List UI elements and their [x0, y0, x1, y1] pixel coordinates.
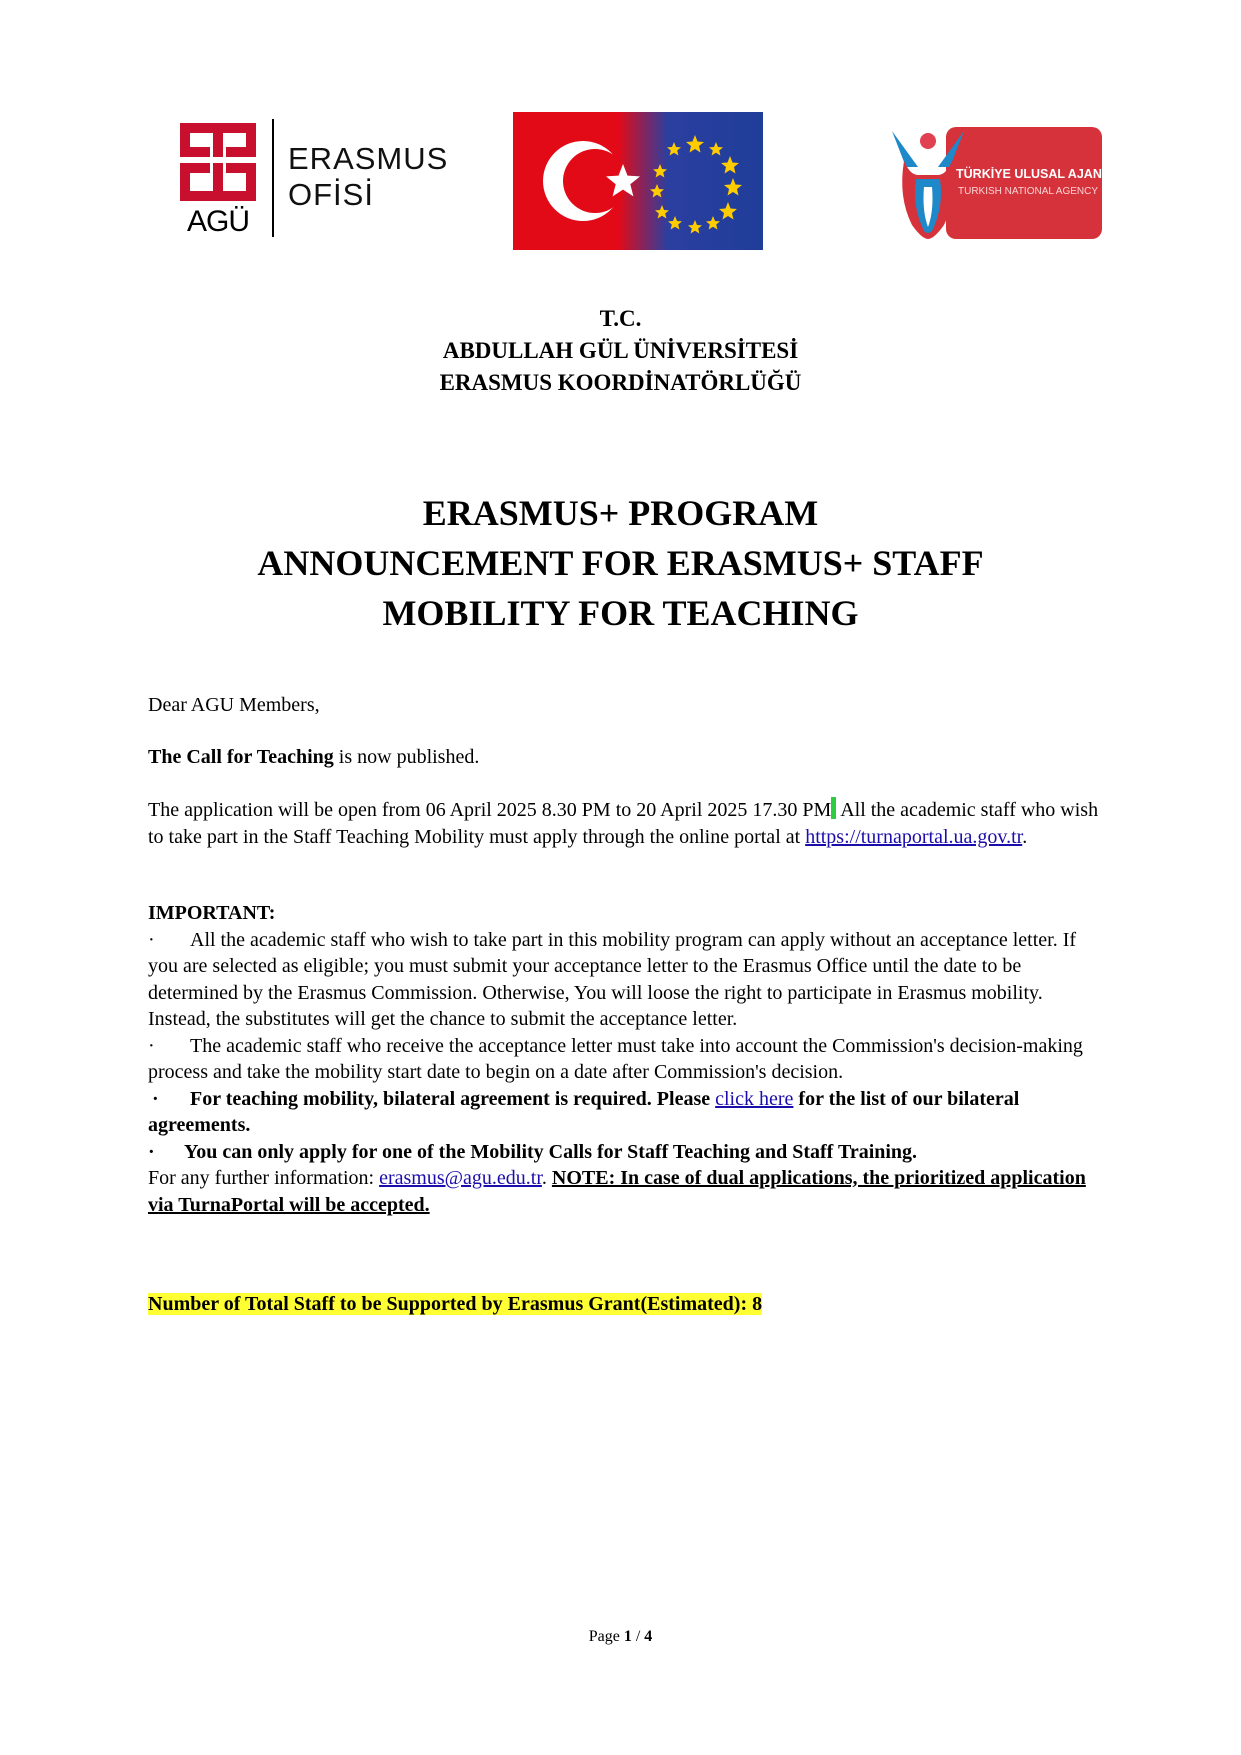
agency-name: TÜRKİYE ULUSAL AJANSI [956, 167, 1114, 181]
agu-mark-icon [180, 123, 256, 209]
total-staff-highlight: Number of Total Staff to be Supported by Erasmus Grant(Estimated): 8 [148, 1293, 763, 1315]
agency-figure-icon [888, 127, 968, 240]
bullet-marker: · [148, 928, 155, 951]
bullet-text-1: All the academic staff who wish to take part in this mobility program can apply without an acceptance letter. If you are selected as eligible; you must submit your acceptance letter to the Erasmus Office until the date to be determined by the Erasmus Commission. Otherwise, You will loose the right to participate in Erasmus mobility. Instead, the substitutes will get the chance to submit the acceptance letter. [148, 928, 1077, 1030]
erasmus-office-line2: OFİSİ [288, 177, 374, 212]
erasmus-office-line1: ERASMUS [288, 141, 449, 176]
bullet-marker: · [152, 1087, 159, 1110]
title-line-2: ANNOUNCEMENT FOR ERASMUS+ STAFF [257, 543, 984, 583]
logo-divider [272, 119, 274, 237]
bilateral-agreements-link[interactable]: click here [715, 1087, 794, 1110]
bullet-text-3a: For teaching mobility, bilateral agreement is required. Please [190, 1087, 716, 1110]
application-end: . [1022, 825, 1028, 848]
turkish-national-agency-logo [888, 127, 1114, 240]
call-rest: is now published. [333, 746, 480, 768]
agency-logo-box [946, 127, 1102, 239]
page-separator: / [631, 1628, 645, 1645]
title-line-1: ERASMUS+ PROGRAM [422, 493, 819, 533]
page-label: Page [588, 1628, 624, 1645]
page-total: 4 [644, 1628, 653, 1645]
page-footer [0, 1628, 1241, 1646]
bullet-item-4 [148, 1139, 1108, 1166]
info-line [148, 1165, 1108, 1218]
bullet-text-3b: for the list of our bilateral agreements. [148, 1087, 1020, 1136]
announcement-title [0, 488, 1241, 638]
institution-coordinator: ERASMUS KOORDİNATÖRLÜĞÜ [439, 370, 802, 395]
bullet-text-4: You can only apply for one of the Mobility Calls for Staff Teaching and Staff Training. [184, 1140, 918, 1163]
erasmus-email-link[interactable]: erasmus@agu.edu.tr [379, 1167, 542, 1189]
call-bold: The Call for Teaching [148, 746, 334, 768]
title-line-3: MOBILITY FOR TEACHING [382, 593, 859, 633]
call-paragraph [148, 744, 1108, 771]
application-paragraph [148, 797, 1108, 850]
important-label: IMPORTANT: [148, 902, 276, 924]
bullet-text-2: The academic staff who receive the acceptance letter must take into account the Commission's decision-making process and take the mobility start date to begin on a date after Commission's decision. [148, 1034, 1083, 1083]
institution-header [0, 303, 1241, 399]
greeting: Dear AGU Members, [148, 694, 320, 716]
info-separator: . [541, 1167, 552, 1189]
dual-application-note: NOTE: In case of dual applications, the prioritized application via TurnaPortal will be accepted. [148, 1167, 1086, 1216]
important-section [148, 900, 1108, 1218]
page-current: 1 [623, 1628, 632, 1645]
application-dates: The application will be open from 06 April 2025 8.30 PM to 20 April 2025 17.30 PM [148, 799, 832, 821]
bullet-item-2 [148, 1033, 1108, 1086]
bullet-item-3 [148, 1086, 1108, 1139]
institution-university: ABDULLAH GÜL ÜNİVERSİTESİ [442, 338, 799, 363]
agu-erasmus-logo [180, 115, 449, 240]
agu-logo-text: AGÜ [186, 205, 249, 238]
agency-subtitle: TURKISH NATIONAL AGENCY [958, 186, 1099, 197]
turnaportal-link[interactable]: https://turnaportal.ua.gov.tr [805, 825, 1023, 848]
total-staff-line [148, 1291, 1108, 1318]
institution-line-tc: T.C. [599, 306, 642, 331]
turkey-eu-flags-icon [513, 112, 763, 250]
info-text: For any further information: [148, 1167, 380, 1189]
application-instructions: All the academic staff who wish to take part in the Staff Teaching Mobility must apply through the online portal at [148, 799, 1099, 848]
bullet-item-1 [148, 927, 1108, 1033]
bullet-marker: · [148, 1034, 155, 1057]
bullet-marker: · [148, 1140, 155, 1163]
